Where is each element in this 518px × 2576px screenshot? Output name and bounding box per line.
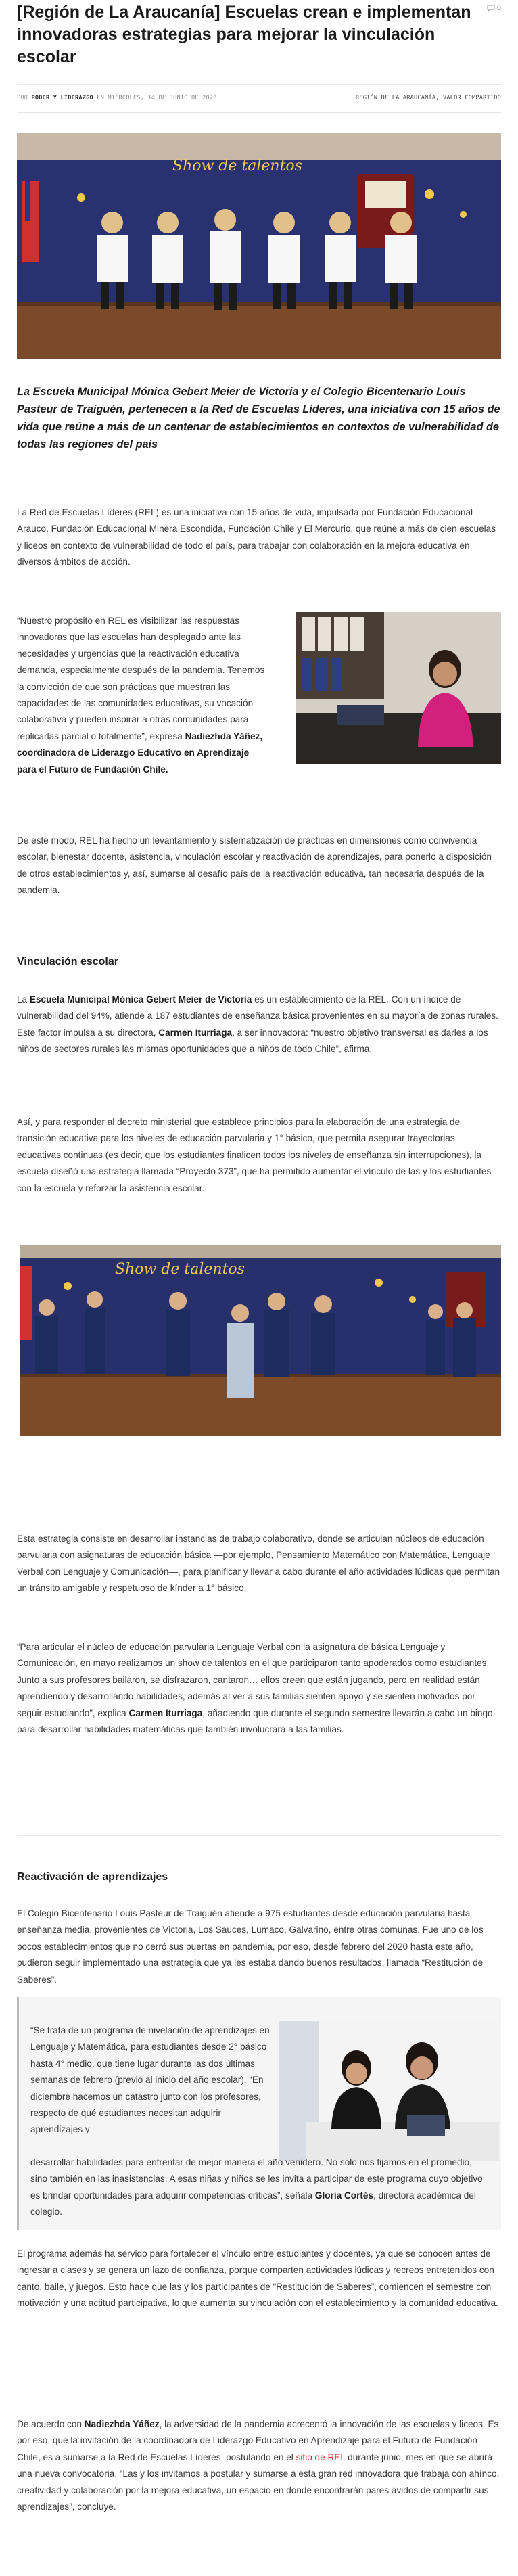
school-name: Escuela Municipal Mónica Gebert Meier de Victoria [29,994,252,1005]
article-title: [Región de La Araucanía] Escuelas crean e implementan innovadoras estrategias para mejorar la vinculación escolar [17,3,471,66]
comment-count: 0 [496,4,501,12]
speech-bubble-icon [487,5,495,12]
text-run: La [17,994,28,1005]
body-paragraph: De este modo, REL ha hecho un levantamiento y sistematización de prácticas en dimensiones como convivencia escolar, bienestar docente, asistencia, vinculación escolar y reactivación de aprendizajes, para ponerlo a disposición de otros establecimientos y, así, sumarse al desafío país de la reactivación educativa, tan necesaria después de la pandemia. [17,835,492,896]
by-label: POR [17,95,28,101]
banner-text: Show de talentos [172,158,302,175]
section-heading-vinculacion: Vinculación escolar [17,956,118,967]
banner-text: Show de talentos [115,1261,245,1278]
families-dancing-photo [20,1245,501,1436]
section-heading-reactivacion: Reactivación de aprendizajes [17,1871,168,1883]
divider [17,84,501,85]
body-paragraph [17,1639,501,1738]
body-paragraph: Así, y para responder al decreto ministerial que establece principios para la elaboración de una estrategia de transición educativa para los niveles de educación parvularia y 1° básico, que permita asegurar trayectorias educativas continuas (es decir, que los estudiantes finalicen todos los niveles de enseñanza sin interrupciones), la escuela diseñó una estrategia llamada “Proyecto 373”, que ha permitido aumentar el vínculo de las y los estudiantes con la escuela y reforzar la asistencia escolar. [17,1117,492,1193]
text-run: , añadiendo que durante el segundo semestre llevarán a cabo un bingo para desarrollar habilidades matemáticas que también involucrará a las familias. [17,1707,493,1735]
photo-caption: La Escuela Municipal Mónica Gebert Meier de Victoria y el Colegio Bicentenario Louis Pasteur de Traiguén, pertenecen a la Red de Escuelas Líderes, una iniciativa con 15 años de vida que reúne a más de un centenar de establecimientos en contextos de vulnerabilidad de todas las regiones del país [17,386,500,451]
teachers-photo [279,2021,499,2161]
text-run: desarrollar habilidades para enfrentar de mejor manera el año venidero. No solo nos fijamos en el promedio, sino también en las inasistencias. A esas niñas y niños se les invita a participar de este programa cuyo objetivo es brindar oportunidades para adquirir competencias críticas”, señala [30,2157,483,2201]
body-paragraph: Esta estrategia consiste en desarrollar instancias de trabajo colaborativo, donde se articulan núcleos de educación parvularia con asignaturas de educación básica —por ejemplo, Pensamiento Matemático con Matemática, Lenguaje Verbal con Lenguaje y Comunicación—, para planificar y llevar a cabo durante el año actividades lúdicas que permitan un tránsito amigable y respetuoso de kínder a 1° básico. [17,1534,500,1594]
body-paragraph [17,2416,501,2515]
person-name: Carmen Iturriaga [128,1707,203,1718]
intro-paragraph: La Red de Escuelas Líderes (REL) es una iniciativa con 15 años de vida, impulsada por Fundación Educacional Arauco, Fundación Educacional Minera Escondida, Fundación Chile y El Mercurio, que reúne a más de cien escuelas y liceos en contexto de vulnerabilidad de todo el país, para trabajar con colaboración en la mejora educativa en diversos ámbitos de acción. [17,507,496,568]
body-paragraph: El programa además ha servido para fortalecer el vínculo entre estudiantes y docentes, ya que se conocen antes de ingresar a clases y se genera un lazo de confianza, porque comparten actividades lúdicas y recreos entretenidos con canto, baile, y juegos. Esto hace que las y los participantes de “Restitución de Saberes”, comiencen el semestre con motivación y una actitud participativa, lo que aumenta su vinculación con el establecimiento y la comunidad educativa. [17,2249,498,2309]
person-name: Nadiezhda Yáñez [84,2419,160,2429]
person-name: Carmen Iturriaga [158,1027,233,1038]
talent-show-photo [17,133,501,359]
text-run: , a ser innovadora: “nuestro objetivo transversal es darles a los niños de sectores rurales las mismas oportunidades que a niños de todo Chile”, afirma. [17,1027,488,1055]
text-run: es un establecimiento de la REL. Con un índice de vulnerabilidad del 94%, atiende a 187 estudiantes de enseñanza básica provenientes en su mayoría de zonas rurales. Este factor impulsa a su directora, [17,994,498,1038]
coordinator-photo [296,612,501,764]
article [17,0,501,2576]
text-run: , la adversidad de la pandemia acrecentó la innovación de las escuelas y liceos. Es por eso, que la invitación de la coordinadora de Liderazgo Educativo en Aprendizaje para el Futuro de Fundación Chile, es a sumarse a la Red de Escuelas Líderes, postulando en el [17,2419,499,2462]
quote-attribution: Nadiezhda Yáñez, coordinadora de Liderazgo Educativo en Aprendizaje para el Futuro de Fundación Chile. [17,731,263,775]
person-name: Gloria Cortés [314,2190,374,2201]
quote-text: “Nuestro propósito en REL es visibilizar las respuestas innovadoras que las escuelas han desplegado ante las necesidades y urgencias que la reactivación educativa demanda, especialmente después de la pandemia. Tenemos la convicción de que son prácticas que muestran las capacidades de las comunidades educativas, su vocación colaborativa y pueden inspirar a otras comunidades para replicarlas parcial o totalmente”, expresa [17,616,265,741]
body-paragraph: El Colegio Bicentenario Louis Pasteur de Traiguén atiende a 975 estudiantes desde educación parvularia hasta enseñanza media, provenientes de Victoria, Los Sauces, Lumaco, Galvarino, entre otras comunas. Fue uno de los pocos establecimientos que no cerró sus puertas en pandemia, por eso, desde febrero del 2020 hasta este año, pudieron seguir implementado una estrategia que ya les estaba dando buenos resultados, llamada “Restitución de Saberes”. [17,1908,484,1985]
publish-date: EN MIÉRCOLES, 14 DE JUNIO DE 2023 [97,95,217,101]
divider [17,112,501,113]
comments-link[interactable] [487,4,501,12]
blockquote-text [30,2155,490,2221]
text-run: De acuerdo con [17,2419,82,2429]
text-run: durante junio, mes en que se abrirá una nueva convocatoria. “Las y los invitamos a postular y sumarse a esta gran red innovadora que trabaja con ahínco, creatividad y colaboración por la mejora educativa, un espacio en donde encontrarán pares ávidos de compartir sus aprendizajes”, concluye. [17,2452,500,2512]
categories-link[interactable]: REGIÓN DE LA ARAUCANÍA, VALOR COMPARTIDO [356,95,501,101]
text-run: , directora académica del colegio. [30,2190,476,2217]
body-paragraph [17,992,501,1058]
divider [17,1835,501,1836]
rel-site-link[interactable]: sitio de REL [296,2452,346,2462]
article-meta [17,95,501,101]
blockquote-text: “Se trata de un programa de nivelación de aprendizajes en Lenguaje y Matemática, para estudiantes desde 2° básico hasta 4° medio, que tiene lugar durante las dos últimas semanas de febrero (previo al inicio del año escolar). “En diciembre hacemos un catastro junto con los profesores, respecto de qué estudiantes necesitan adquirir aprendizajes y [30,2025,270,2135]
quote-paragraph [17,613,270,778]
text-run: “Para articular el núcleo de educación parvularia Lenguaje Verbal con la asignatura de básica Lenguaje y Comunicación, en mayo realizamos un show de talentos en el que participaron tanto apoderados como estudiantes. Junto a sus profesores bailaron, se disfrazaron, cantaron… ellos creen que están jugando, pero en realidad están aprendiendo y desarrollando habilidades, además al ver a sus familias sienten apoyo y se sienten motivados por seguir estudiando”, explica [17,1642,490,1718]
author-link[interactable]: PODER Y LIDERAZGO [31,95,93,101]
